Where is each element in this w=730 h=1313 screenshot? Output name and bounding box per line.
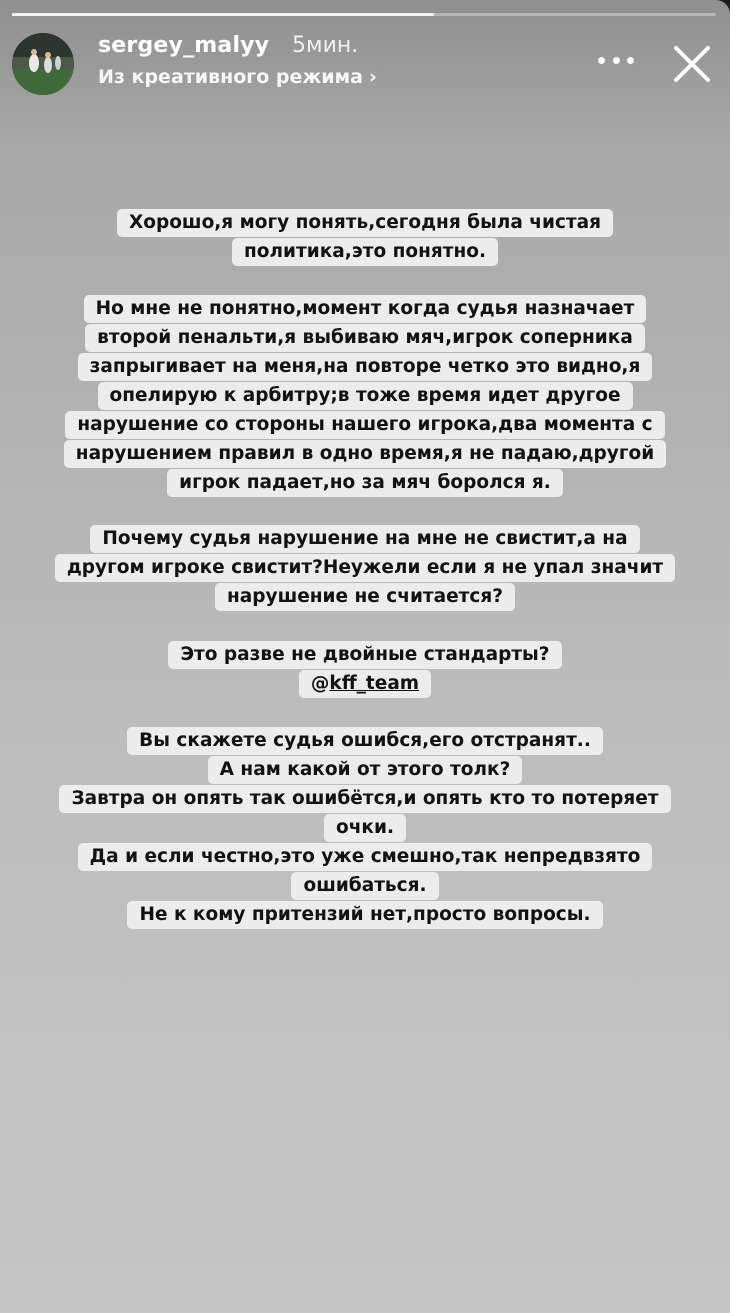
text-line: нарушение со стороны нашего игрока,два момента с (65, 411, 664, 439)
text-line: Хорошо,я могу понять,сегодня была чистая (117, 209, 613, 237)
dot-icon (613, 57, 620, 64)
text-line: политика,это понятно. (232, 238, 498, 266)
text-line: второй пенальти,я выбиваю мяч,игрок соперника (85, 324, 645, 352)
text-line: нарушением правил в одно время,я не падаю,другой (64, 440, 666, 468)
story-paragraph-3 (0, 524, 730, 611)
text-line: А нам какой от этого толк? (208, 756, 523, 784)
text-line: Почему судья нарушение на мне не свистит,а на (90, 525, 639, 553)
text-line: Да и если честно,это уже смешно,так непредвзято (78, 843, 653, 871)
story-paragraph-1 (0, 208, 730, 266)
story-paragraph-4 (0, 640, 730, 698)
mention-handle: kff_team (329, 673, 420, 694)
text-line: нарушение не считается? (215, 583, 515, 611)
dot-icon (627, 57, 634, 64)
text-line: Завтра он опять так ошибётся,и опять кто то потеряет (59, 785, 670, 813)
text-line: Вы скажете судья ошибся,его отстранят.. (127, 727, 603, 755)
more-options-icon[interactable] (598, 48, 634, 72)
text-line: запрыгивает на меня,на повторе четко это видно,я (78, 353, 653, 381)
story-paragraph-5 (0, 726, 730, 929)
text-line: игрок падает,но за мяч боролся я. (167, 469, 563, 497)
text-line: другом игроке свистит?Неужели если я не упал значит (55, 554, 675, 582)
text-line: Это разве не двойные стандарты? (168, 641, 561, 669)
story-progress-fill (12, 13, 434, 16)
story-progress-bar (12, 13, 716, 16)
close-icon[interactable] (670, 42, 714, 86)
mention-prefix: @ (310, 673, 330, 694)
text-line: ошибаться. (291, 872, 438, 900)
chevron-right-icon: › (368, 66, 377, 88)
post-time: 5мин. (292, 33, 359, 58)
username[interactable]: sergey_malyy (98, 33, 270, 58)
text-line: Но мне не понятно,момент когда судья назначает (84, 295, 647, 323)
dot-icon (598, 57, 605, 64)
source-link[interactable] (98, 66, 377, 88)
text-line: опелирую к арбитру;в тоже время идет другое (98, 382, 633, 410)
text-line: Не к кому притензий нет,просто вопросы. (127, 901, 602, 929)
source-link-label: Из креативного режима (98, 66, 363, 88)
avatar[interactable] (12, 33, 74, 95)
story-paragraph-2 (0, 294, 730, 497)
mention-link[interactable] (299, 670, 431, 698)
text-line: очки. (324, 814, 406, 842)
